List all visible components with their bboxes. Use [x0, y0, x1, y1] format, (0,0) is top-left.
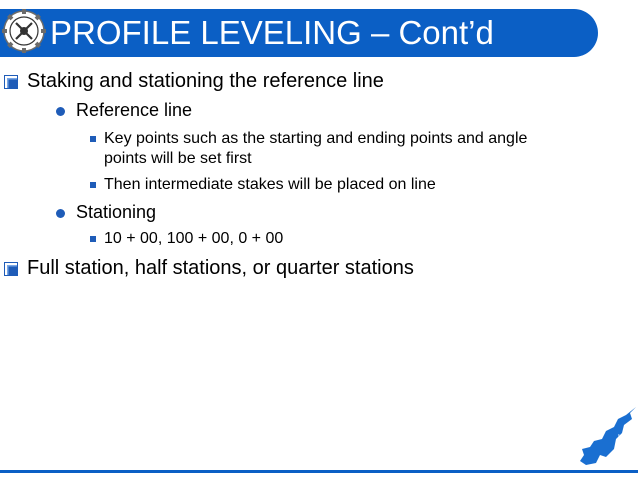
checkbox-bullet-icon [4, 262, 18, 276]
bullet-text: Then intermediate stakes will be placed on line [104, 176, 436, 193]
checkbox-bullet-icon [4, 75, 18, 89]
bullet-text: Stationing [76, 202, 157, 222]
square-bullet-icon [90, 182, 96, 188]
pakistan-map-icon [578, 405, 638, 469]
bullet-text: Reference line [76, 100, 193, 120]
bullet-text: Full station, half stations, or quarter stations [27, 257, 414, 279]
bullet-text: Staking and stationing the reference line [27, 70, 384, 92]
map-label: UET [618, 434, 632, 441]
slide-title: PROFILE LEVELING – Cont’d [50, 14, 494, 51]
square-bullet-icon [90, 236, 96, 242]
bullet-text: 10 + 00, 100 + 00, 0 + 00 [104, 230, 284, 247]
footer-rule [0, 470, 638, 473]
bullet-text-continuation: points will be set first [104, 150, 252, 167]
bullet-text: Key points such as the starting and ending points and angle [104, 130, 528, 147]
dot-bullet-icon [56, 209, 65, 218]
square-bullet-icon [90, 136, 96, 142]
dot-bullet-icon [56, 107, 65, 116]
